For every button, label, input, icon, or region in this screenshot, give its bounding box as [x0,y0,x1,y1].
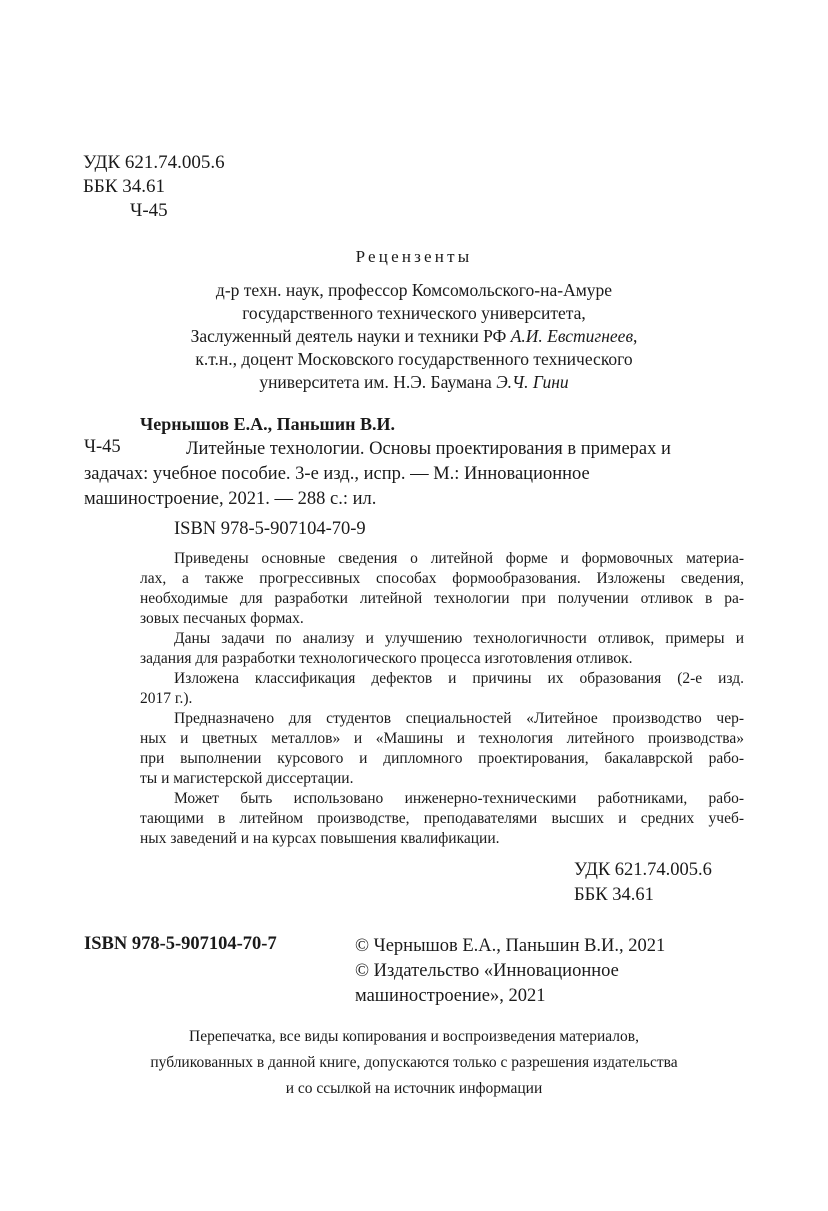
abstract-line: ных и цветных металлов» и «Машины и технология литейного производства» [140,730,744,747]
reviewer-punct: , [633,326,638,346]
abstract-line: Даны задачи по анализу и улучшению технологичности отливок, примеры и [174,630,744,647]
copyright-line: © Чернышов Е.А., Паньшин В.И., 2021 [355,936,666,956]
reviewer-line: д-р техн. наук, профессор Комсомольского-на-Амуре [215,280,613,300]
copyright-line: © Издательство «Инновационное [355,961,619,981]
abstract-line: зовых песчаных формах. [140,610,304,627]
author-mark: Ч-45 [130,200,168,221]
abstract-line: тающими в литейном производстве, преподавателями высших и средних учеб- [140,810,744,827]
reprint-notice: и со ссылкой на источник информации [285,1080,543,1097]
udk-code: УДК 621.74.005.6 [83,152,225,173]
reprint-notice: Перепечатка, все виды копирования и воспроизведения материалов, [189,1028,639,1045]
bbk-code: ББК 34.61 [83,176,165,197]
udk-code: УДК 621.74.005.6 [574,860,712,880]
abstract-line: лах, а также прогрессивных способах формообразования. Изложены сведения, [140,570,744,587]
bibliographic-line: машиностроение, 2021. — 288 с.: ил. [84,489,377,509]
book-authors: Чернышов Е.А., Паньшин В.И. [140,414,395,434]
isbn-bold: ISBN 978-5-907104-70-7 [84,934,277,954]
reviewer-line: государственного технического университета, [242,303,586,323]
reviewer-title-text: Заслуженный деятель науки и техники РФ [190,326,511,346]
abstract-line: Может быть использовано инженерно-техническими работниками, рабо- [174,790,744,807]
abstract-line: необходимые для разработки литейной технологии при получении отливок в ра- [140,590,744,607]
reprint-notice: публикованных в данной книге, допускаются только с разрешения издательства [150,1054,678,1071]
abstract-line: Предназначено для студентов специальностей «Литейное производство чер- [174,710,744,727]
reviewer-name: Э.Ч. Гини [496,372,569,392]
reviewers-heading: Рецензенты [355,247,473,266]
reviewer-line: к.т.н., доцент Московского государственного технического [195,349,633,369]
abstract-line: ты и магистерской диссертации. [140,770,354,787]
isbn: ISBN 978-5-907104-70-9 [174,519,366,539]
abstract-line: Изложена классификация дефектов и причины их образования (2-е изд. [174,670,744,687]
bbk-code: ББК 34.61 [574,885,654,905]
author-mark: Ч-45 [84,437,121,457]
abstract-line: задания для разработки технологического процесса изготовления отливок. [140,650,633,667]
reviewer-line [0,325,828,348]
reviewer-title-text: университета им. Н.Э. Баумана [259,372,497,392]
abstract-line: ных заведений и на курсах повышения квалификации. [140,830,500,847]
reviewer-name: А.И. Евстигнеев [510,326,634,346]
copyright-line: машиностроение», 2021 [355,986,546,1006]
reviewer-line [0,371,828,394]
bibliographic-line: Литейные технологии. Основы проектирования в примерах и [186,439,671,459]
bibliographic-line: задачах: учебное пособие. 3-е изд., испр. — М.: Инновационное [84,464,590,484]
abstract-line: при выполнении курсового и дипломного проектирования, бакалаврской рабо- [140,750,744,767]
abstract-line: Приведены основные сведения о литейной форме и формовочных материа- [174,550,744,567]
abstract-line: 2017 г.). [140,690,193,707]
